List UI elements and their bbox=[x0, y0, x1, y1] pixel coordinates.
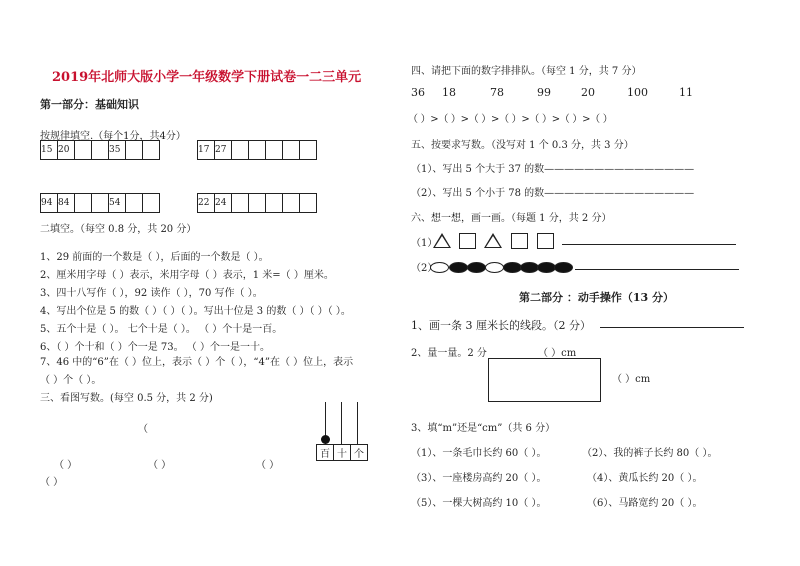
grid-cell[interactable] bbox=[283, 141, 300, 160]
answer-paren: （ bbox=[138, 424, 148, 435]
grid-cell[interactable]: 20 bbox=[58, 141, 75, 160]
grid-cell[interactable] bbox=[300, 141, 317, 160]
part2-q3: 3、填“m”还是“cm”（共 6 分） bbox=[411, 423, 556, 434]
grid-cell[interactable]: 54 bbox=[109, 194, 126, 213]
oval-filled bbox=[467, 262, 486, 273]
abacus-bead bbox=[321, 435, 330, 444]
question-6: 6、（ ）个十和（ ）个一是 73。 （ ）个一是一十。 bbox=[40, 342, 270, 353]
fill-item-3[interactable]: （3）、一座楼房高约 20（ ）。 bbox=[411, 473, 547, 484]
oval-hollow bbox=[485, 262, 504, 273]
number-4: 99 bbox=[537, 86, 551, 99]
question-5: 5、五个十是（ ）。 七个十是（ ）。 （ ）个十是一百。 bbox=[40, 324, 283, 335]
grid-cell[interactable]: 84 bbox=[58, 194, 75, 213]
grid-cell[interactable] bbox=[249, 194, 266, 213]
grid-cell[interactable] bbox=[232, 141, 249, 160]
grid-cell[interactable] bbox=[126, 141, 143, 160]
fill-item-4[interactable]: （4）、黄瓜长约 20（ ）。 bbox=[587, 473, 703, 484]
fill-item-2[interactable]: （2）、我的裤子长约 80（ ）。 bbox=[582, 448, 718, 459]
measure-side-blank[interactable]: （ ）cm bbox=[612, 374, 651, 385]
section5-q1[interactable]: （1）、写出 5 个大于 37 的数——————————————— bbox=[411, 164, 695, 175]
number-5: 20 bbox=[581, 86, 595, 99]
abacus-label-hundreds: 百 bbox=[317, 445, 334, 460]
answer-blank-2[interactable]: （ ） bbox=[148, 460, 172, 471]
grid-cell[interactable] bbox=[266, 141, 283, 160]
ordering-blanks[interactable]: （ ）>（ ）>（ ）>（ ）>（ ）>（ ）>（ ） bbox=[408, 114, 613, 125]
number-6: 100 bbox=[627, 86, 648, 99]
pattern-grid-1[interactable] bbox=[40, 140, 160, 160]
abacus-label-ones: 个 bbox=[354, 449, 364, 460]
grid-cell[interactable]: 15 bbox=[41, 141, 58, 160]
section4-label: 四、请把下面的数字排排队。（每空 1 分，共 7 分） bbox=[411, 66, 642, 77]
grid-cell[interactable]: 22 bbox=[198, 194, 215, 213]
pattern-grid-2[interactable] bbox=[197, 140, 317, 160]
oval-hollow bbox=[430, 262, 449, 273]
grid-cell[interactable] bbox=[249, 141, 266, 160]
grid-cell[interactable]: 27 bbox=[215, 141, 232, 160]
grid-cell[interactable] bbox=[92, 194, 109, 213]
answer-line-2[interactable] bbox=[575, 269, 739, 270]
section2-label: 二填空。（每空 0.8 分，共 20 分） bbox=[40, 224, 197, 235]
question-2: 2、厘米用字母（ ）表示，米用字母（ ）表示，1 米=（ ）厘米。 bbox=[40, 270, 334, 281]
oval-filled bbox=[449, 262, 468, 273]
square-shape-2 bbox=[511, 233, 528, 249]
abacus bbox=[316, 400, 368, 460]
answer-blank-4[interactable]: （ ） bbox=[40, 477, 64, 488]
section6-q2-label: （2） bbox=[411, 263, 438, 274]
grid-cell[interactable] bbox=[75, 141, 92, 160]
triangle-fill bbox=[435, 236, 449, 247]
grid-cell[interactable] bbox=[126, 194, 143, 213]
number-7: 11 bbox=[679, 86, 693, 99]
grid-cell[interactable]: 17 bbox=[198, 141, 215, 160]
answer-blank-1[interactable]: （ ） bbox=[54, 460, 78, 471]
grid-cell[interactable]: 35 bbox=[109, 141, 126, 160]
section6-label: 六、想一想，画一画。（每题 1 分，共 2 分） bbox=[411, 213, 612, 224]
grid-cell[interactable] bbox=[143, 141, 160, 160]
answer-blank-3[interactable]: （ ） bbox=[256, 460, 280, 471]
part2-q1: 1、画一条 3 厘米长的线段。（2 分） bbox=[411, 319, 591, 332]
grid-cell[interactable] bbox=[232, 194, 249, 213]
number-2: 18 bbox=[442, 86, 456, 99]
question-7-cont: （ ）个（ ）。 bbox=[40, 375, 102, 386]
part2-heading: 第二部分 ：动手操作（13 分） bbox=[519, 291, 674, 304]
grid-cell[interactable] bbox=[75, 194, 92, 213]
part2-q2: 2、量一量。2 分 bbox=[411, 348, 487, 359]
answer-line-1[interactable] bbox=[562, 244, 736, 245]
grid-cell[interactable] bbox=[266, 194, 283, 213]
number-3: 78 bbox=[490, 86, 504, 99]
triangle-fill-2 bbox=[486, 236, 500, 247]
section3-label: 三、看图写数。(每空 0.5 分，共 2 分) bbox=[40, 393, 213, 404]
section5-label: 五、按要求写数。（没写对 1 个 0.3 分，共 3 分） bbox=[411, 140, 634, 151]
abacus-label-tens: 十 bbox=[334, 445, 351, 460]
section5-q2[interactable]: （2）、写出 5 个小于 78 的数——————————————— bbox=[411, 188, 695, 199]
segment-answer-line[interactable] bbox=[600, 327, 744, 328]
grid-cell[interactable] bbox=[300, 194, 317, 213]
question-4: 4、写出个位是 5 的数（ ）（ ）（ ）。写出十位是 3 的数（ ）（ ）（ ）。 bbox=[40, 306, 351, 317]
pattern-grid-3[interactable] bbox=[40, 193, 160, 213]
grid-cell[interactable] bbox=[92, 141, 109, 160]
section6-q1-label: （1） bbox=[411, 238, 438, 249]
square-shape-3 bbox=[537, 233, 554, 249]
part1-heading: 第一部分：基础知识 bbox=[40, 98, 139, 111]
fill-item-6[interactable]: （6）、马路宽约 20（ ）。 bbox=[587, 498, 703, 509]
question-7: 7、46 中的“6”在（ ）位上，表示（ ）个（ ），“4”在（ ）位上，表示 bbox=[40, 357, 354, 368]
measure-top-blank[interactable]: （ ）cm bbox=[538, 348, 577, 359]
grid-cell[interactable] bbox=[143, 194, 160, 213]
fill-item-1[interactable]: （1）、一条毛巾长约 60（ ）。 bbox=[411, 448, 547, 459]
grid-cell[interactable] bbox=[283, 194, 300, 213]
page-title: 2019年北师大版小学一年级数学下册试卷一二三单元 bbox=[52, 70, 362, 85]
grid-cell[interactable]: 94 bbox=[41, 194, 58, 213]
question-1: 1、29 前面的一个数是（ ），后面的一个数是（ ）。 bbox=[40, 252, 269, 263]
pattern-grid-4[interactable] bbox=[197, 193, 317, 213]
oval-filled bbox=[554, 262, 573, 273]
number-1: 36 bbox=[411, 86, 425, 99]
fill-item-5[interactable]: （5）、一棵大树高约 10（ ）。 bbox=[411, 498, 547, 509]
section1-label: 按规律填空.（每个1分，共4分） bbox=[40, 131, 186, 142]
measure-rectangle bbox=[488, 358, 601, 402]
square-shape bbox=[459, 233, 476, 249]
question-3: 3、四十八写作（ ），92 读作（ ），70 写作（ ）。 bbox=[40, 288, 263, 299]
grid-cell[interactable]: 24 bbox=[215, 194, 232, 213]
